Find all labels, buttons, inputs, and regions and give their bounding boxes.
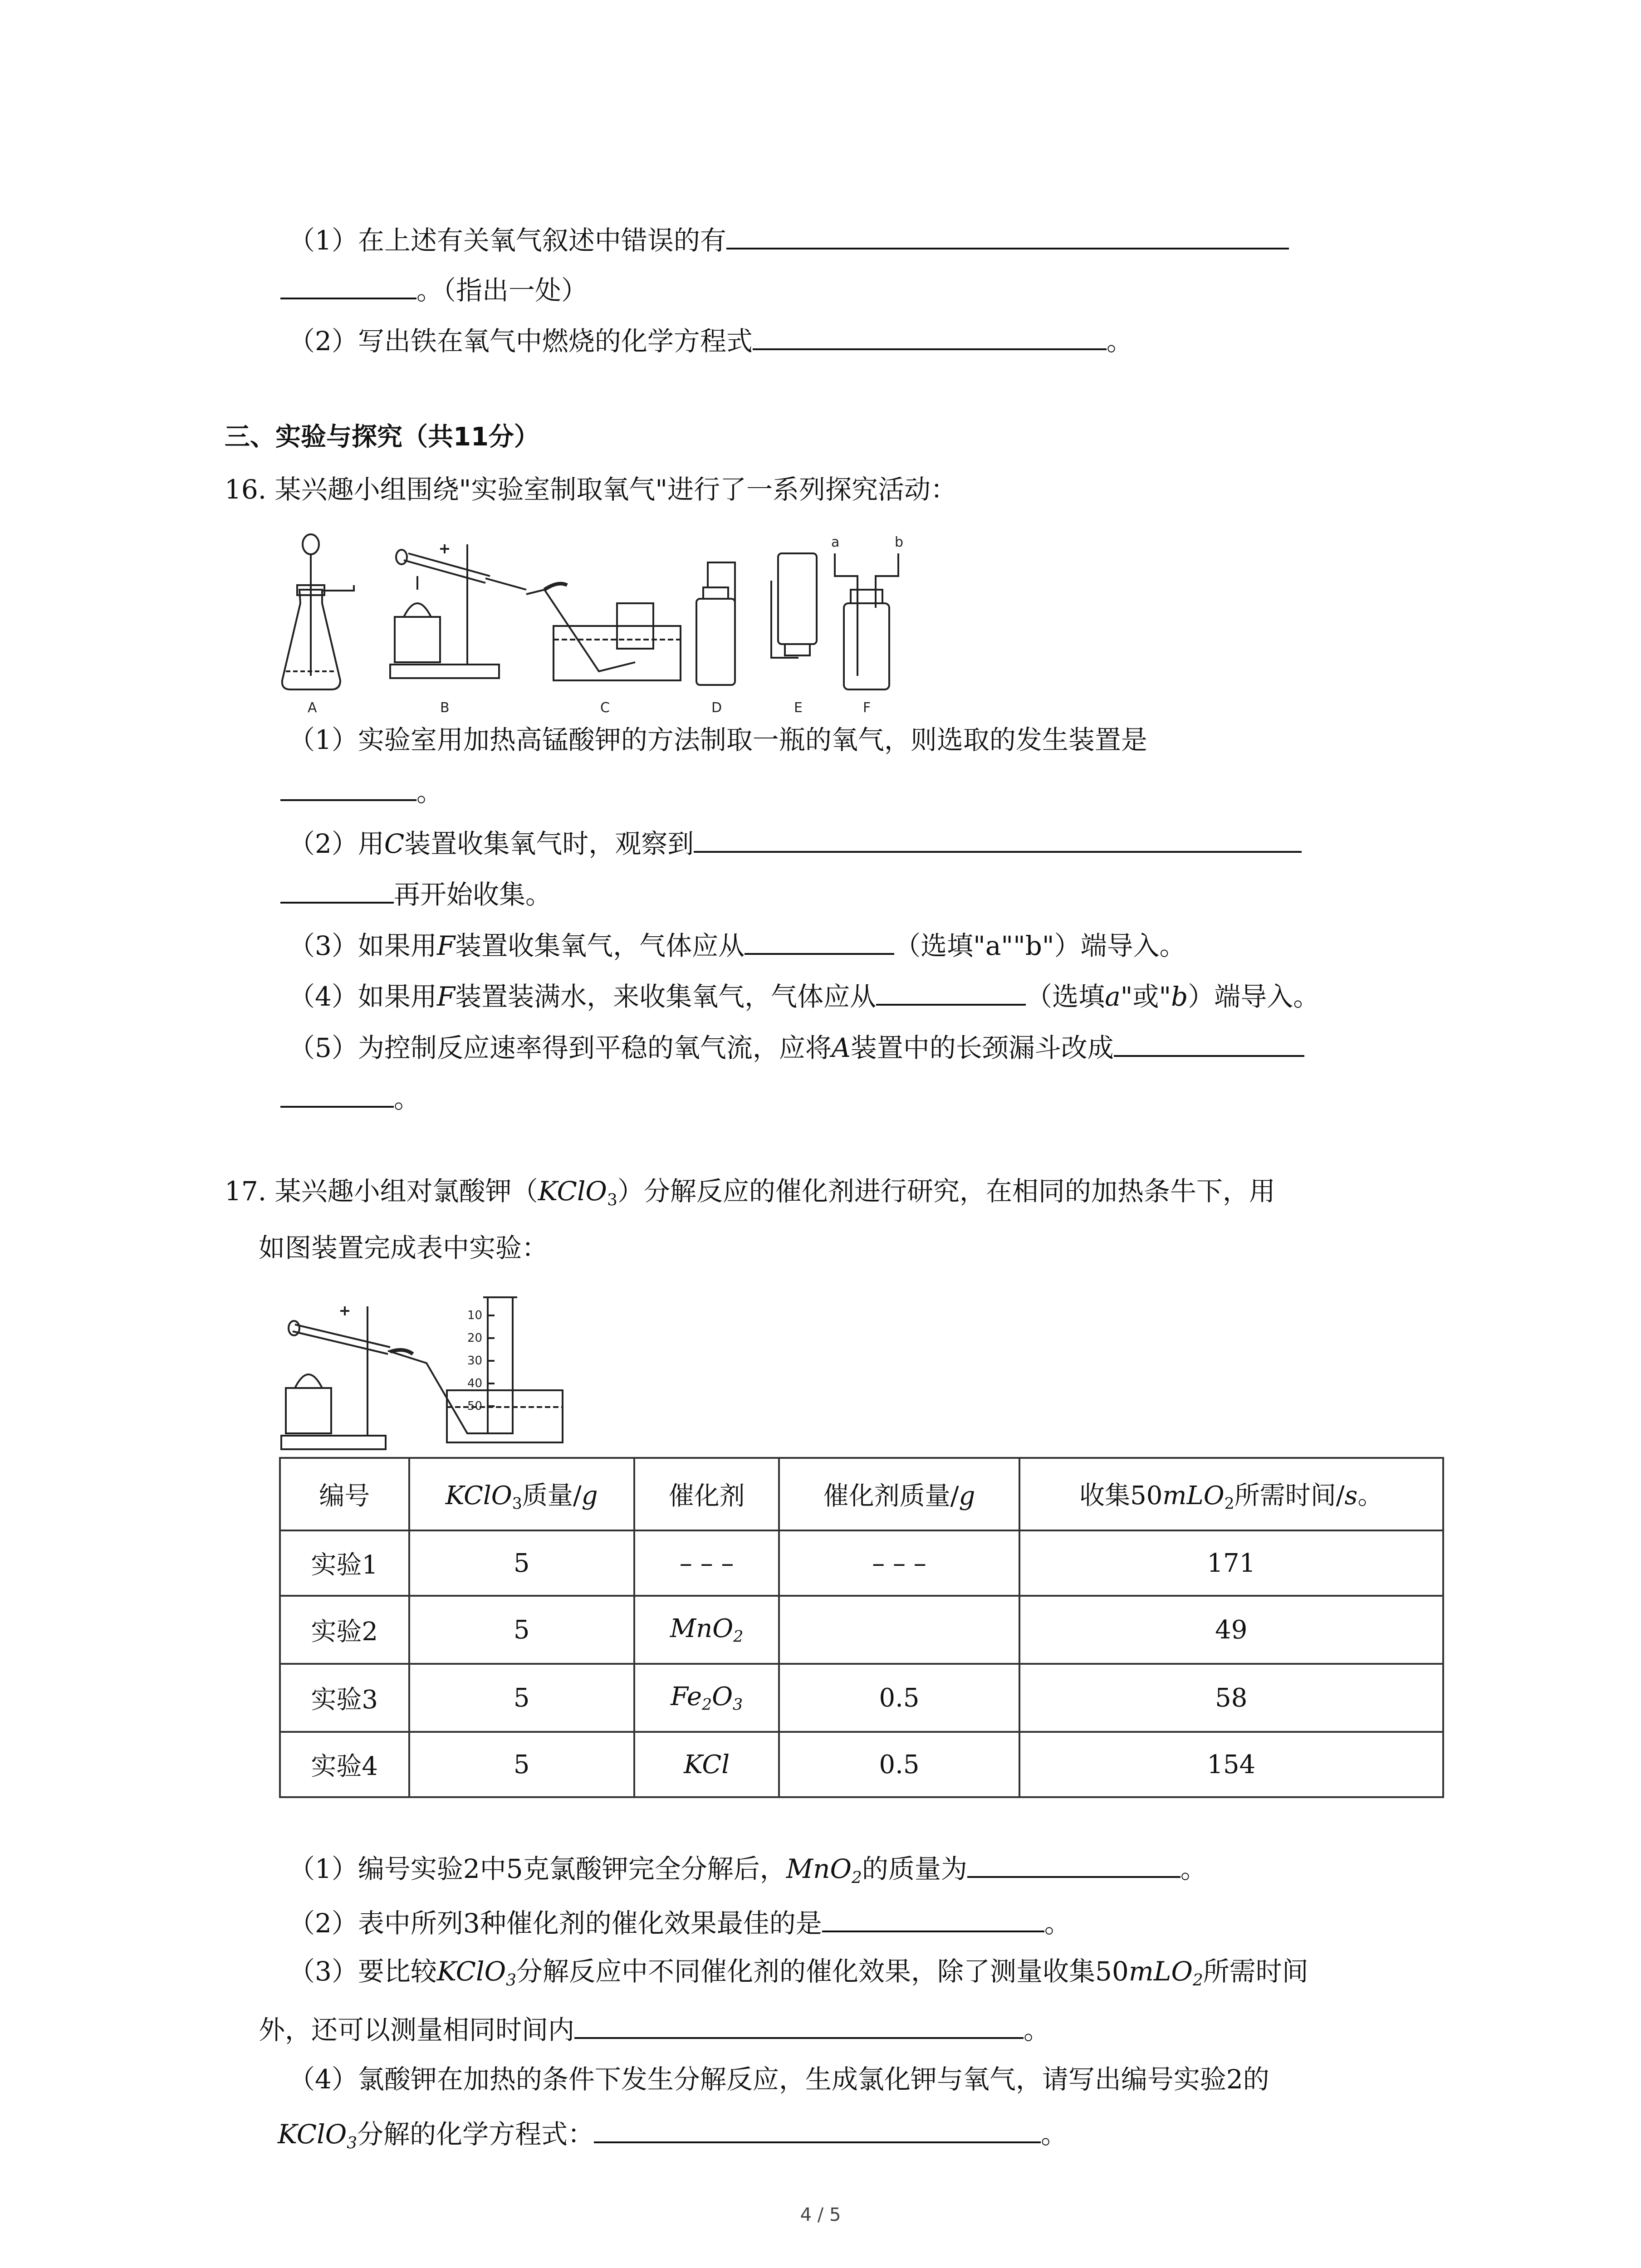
table-cell: KCl bbox=[634, 1732, 779, 1797]
apparatus-f-bottle bbox=[835, 553, 898, 689]
q17-part3: （3）要比较KClO$_3$分解反应中不同催化剂的催化效果，除了测量收集50mLO$_2$所需时间 bbox=[289, 1956, 1308, 1989]
table-cell: 实验3 bbox=[280, 1664, 409, 1732]
port-label: a bbox=[831, 534, 840, 550]
cylinder-tick: 30 bbox=[467, 1354, 483, 1368]
table-row bbox=[280, 1596, 1443, 1664]
figure-label: B bbox=[440, 700, 450, 716]
answer-blank[interactable] bbox=[822, 1905, 1044, 1932]
q16-part2-cont: 再开始收集。 bbox=[280, 876, 552, 911]
q16-part1: （1）实验室用加热高锰酸钾的方法制取一瓶的氧气，则选取的发生装置是 bbox=[289, 724, 1147, 755]
table-cell: 0.5 bbox=[779, 1664, 1019, 1732]
experiment-table bbox=[279, 1457, 1444, 1798]
answer-blank[interactable] bbox=[694, 826, 1302, 853]
table-header-cell: 催化剂 bbox=[634, 1458, 779, 1530]
q17-stem-line2: 如图装置完成表中实验： bbox=[259, 1232, 549, 1263]
table-cell: 58 bbox=[1019, 1664, 1443, 1732]
q15-part1-cont: 。（指出一处） bbox=[280, 272, 588, 307]
q17-part4-cont: KClO$_3$分解的化学方程式： 。 bbox=[278, 2116, 1067, 2160]
q15-part2: （2）写出铁在氧气中燃烧的化学方程式 。 bbox=[289, 323, 1133, 357]
q17-part3-cont: 外，还可以测量相同时间内 。 bbox=[259, 2012, 1050, 2046]
section-heading: 三、实验与探究（共11分） bbox=[225, 422, 539, 452]
table-cell bbox=[779, 1596, 1019, 1664]
answer-blank[interactable] bbox=[1114, 1030, 1304, 1057]
table-cell: 0.5 bbox=[779, 1732, 1019, 1797]
answer-blank[interactable] bbox=[280, 876, 394, 904]
table-header-cell: KClO$_3$质量/g bbox=[409, 1458, 634, 1530]
answer-blank[interactable] bbox=[574, 2012, 1024, 2039]
table-cell: 5 bbox=[409, 1732, 634, 1797]
answer-blank[interactable] bbox=[726, 222, 1289, 249]
table-row bbox=[280, 1530, 1443, 1596]
q16-part1-cont: 。 bbox=[280, 774, 443, 808]
table-header-cell: 催化剂质量/g bbox=[779, 1458, 1019, 1530]
figure-label: A bbox=[308, 700, 317, 716]
table-row bbox=[280, 1732, 1443, 1797]
table-cell: 49 bbox=[1019, 1596, 1443, 1664]
figure-label: D bbox=[711, 700, 722, 716]
table-cell: 实验4 bbox=[280, 1732, 409, 1797]
apparatus-c-trough bbox=[526, 584, 681, 680]
q15-part1: （1）在上述有关氧气叙述中错误的有 bbox=[289, 222, 1289, 257]
q17-part4: （4）氯酸钾在加热的条件下发生分解反应，生成氯化钾与氧气，请写出编号实验2的 bbox=[289, 2064, 1269, 2095]
apparatus-e-bottle bbox=[771, 553, 817, 658]
table-cell: 154 bbox=[1019, 1732, 1443, 1797]
table-cell: – – – bbox=[634, 1530, 779, 1596]
table-cell: 171 bbox=[1019, 1530, 1443, 1596]
answer-blank[interactable] bbox=[594, 2116, 1041, 2143]
answer-blank[interactable] bbox=[967, 1851, 1181, 1878]
q17-apparatus-figure bbox=[277, 1288, 603, 1456]
table-cell: 5 bbox=[409, 1596, 634, 1664]
water-basin bbox=[447, 1390, 563, 1442]
table-cell: 实验1 bbox=[280, 1530, 409, 1596]
page-number: 4 / 5 bbox=[800, 2204, 841, 2225]
graduated-cylinder bbox=[483, 1297, 517, 1433]
answer-blank[interactable] bbox=[753, 323, 1107, 350]
apparatus-b-heater bbox=[390, 544, 526, 678]
cylinder-tick: 40 bbox=[467, 1377, 483, 1390]
apparatus-a-flask bbox=[282, 534, 354, 689]
answer-blank[interactable] bbox=[280, 272, 416, 299]
q17-stem: 17. 某兴趣小组对氯酸钾（KClO$_3$）分解反应的催化剂进行研究，在相同的加热条牛下，用 bbox=[225, 1176, 1275, 1209]
q16-part5-cont: 。 bbox=[280, 1080, 420, 1115]
table-cell: 5 bbox=[409, 1530, 634, 1596]
q16-part3: （3）如果用F装置收集氧气，气体应从 （选填"a""b"）端导入。 bbox=[289, 928, 1186, 962]
table-header-row bbox=[280, 1458, 1443, 1530]
answer-blank[interactable] bbox=[280, 774, 416, 801]
figure-label: F bbox=[863, 700, 871, 716]
answer-blank[interactable] bbox=[745, 928, 894, 955]
table-cell: MnO$_2$ bbox=[634, 1596, 779, 1664]
heating-stand bbox=[281, 1306, 495, 1449]
figure-label: C bbox=[600, 700, 610, 716]
table-row bbox=[280, 1664, 1443, 1732]
table-header-cell: 编号 bbox=[280, 1458, 409, 1530]
table-cell: $Fe_2O_3$ bbox=[634, 1664, 779, 1732]
q17-part1: （1）编号实验2中5克氯酸钾完全分解后，MnO$_2$的质量为 。 bbox=[289, 1851, 1207, 1894]
cylinder-tick: 20 bbox=[467, 1331, 483, 1345]
table-cell: 实验2 bbox=[280, 1596, 409, 1664]
cylinder-tick: 10 bbox=[467, 1309, 483, 1322]
table-cell: – – – bbox=[779, 1530, 1019, 1596]
cylinder-tick: 50 bbox=[467, 1399, 483, 1413]
q17-part2: （2）表中所列3种催化剂的催化效果最佳的是 。 bbox=[289, 1905, 1071, 1940]
q16-part4: （4）如果用F装置装满水，来收集氧气，气体应从 （选填a"或"b）端导入。 bbox=[289, 978, 1319, 1013]
q16-part5: （5）为控制反应速率得到平稳的氧气流，应将A装置中的长颈漏斗改成 bbox=[289, 1030, 1304, 1064]
figure-label: E bbox=[794, 700, 803, 716]
q16-part2: （2）用C装置收集氧气时，观察到 bbox=[289, 826, 1302, 860]
table-cell: 5 bbox=[409, 1664, 634, 1732]
port-label: b bbox=[895, 534, 904, 550]
table-header-cell: 收集50mLO$_2$所需时间/s。 bbox=[1019, 1458, 1443, 1530]
answer-blank[interactable] bbox=[280, 1080, 394, 1108]
q16-stem: 16. 某兴趣小组围绕"实验室制取氧气"进行了一系列探究活动： bbox=[225, 474, 957, 505]
apparatus-d-bottle bbox=[696, 562, 735, 685]
q16-apparatus-figure bbox=[272, 526, 953, 717]
answer-blank[interactable] bbox=[876, 978, 1026, 1006]
